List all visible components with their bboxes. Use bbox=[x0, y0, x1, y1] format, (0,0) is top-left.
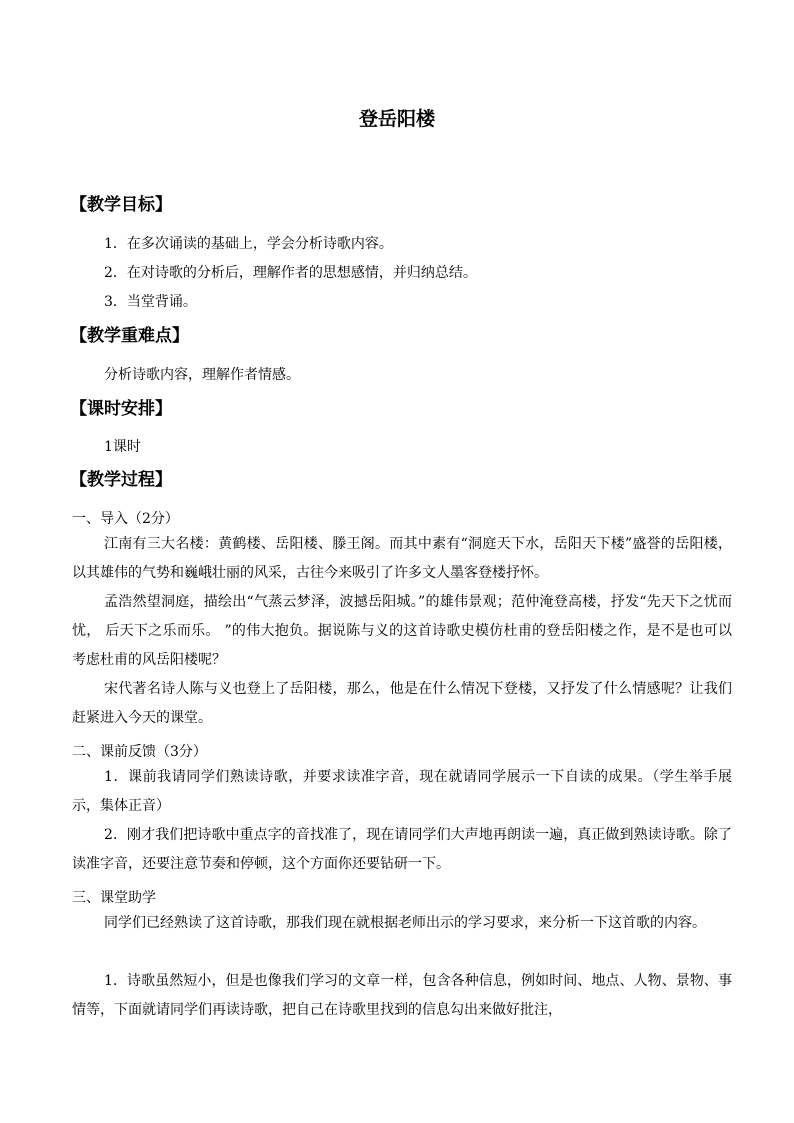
feedback-paragraph-2: 2．刚才我们把诗歌中重点字的音找准了，现在请同学们大声地再朗读一遍，真正做到熟读诗歌。除了读准字音，还要注意节奏和停顿，这个方面你还要钻研一下。 bbox=[72, 827, 732, 872]
intro-paragraph-1: 江南有三大名楼：黄鹤楼、岳阳楼、滕王阁。而其中素有“洞庭天下水，岳阳天下楼”盛誉的岳阳楼，以其雄伟的气势和巍峨壮丽的风采，古往今来吸引了许多文人墨客登楼抒怀。 bbox=[72, 536, 732, 581]
class-help-paragraph-2: 1．诗歌虽然短小，但是也像我们学习的文章一样，包含各种信息，例如时间、地点、人物、景物、事情等，下面就请同学们再读诗歌，把自己在诗歌里找到的信息勾出来做好批注， bbox=[72, 973, 732, 1018]
feedback-paragraph-1: 1．课前我请同学们熟读诗歌，并要求读准字音，现在就请同学展示一下自读的成果。（学生举手展示，集体正音） bbox=[72, 769, 732, 814]
goal-item-2: 2．在对诗歌的分析后，理解作者的思想感情，并归纳总结。 bbox=[104, 265, 477, 281]
section-heading-goals: 【教学目标】 bbox=[70, 195, 172, 215]
part-heading-intro: 一、导入（2分） bbox=[72, 511, 179, 527]
intro-paragraph-2: 孟浩然望洞庭，描绘出“气蒸云梦泽，波撼岳阳城。”的雄伟景观；范仲淹登高楼，抒发“先天下之忧而忧， 后天下之乐而乐。 ”的伟大抱负。据说陈与义的这首诗歌史模仿杜甫的登岳阳楼之作，是不是也可以考虑杜甫的风岳阳楼呢？ bbox=[72, 594, 732, 668]
section-heading-schedule: 【课时安排】 bbox=[70, 399, 172, 419]
section-heading-key-points: 【教学重难点】 bbox=[70, 326, 189, 346]
goal-item-3: 3．当堂背诵。 bbox=[104, 294, 197, 310]
document-title: 登岳阳楼 bbox=[358, 108, 435, 130]
intro-paragraph-3: 宋代著名诗人陈与义也登上了岳阳楼，那么，他是在什么情况下登楼，又抒发了什么情感呢？让我们赶紧进入今天的课堂。 bbox=[72, 681, 732, 726]
part-heading-class-help: 三、课堂助学 bbox=[72, 890, 156, 906]
goal-item-1: 1．在多次诵读的基础上，学会分析诗歌内容。 bbox=[104, 236, 393, 252]
part-heading-feedback: 二、课前反馈（3分） bbox=[72, 744, 207, 760]
section-heading-process: 【教学过程】 bbox=[70, 470, 172, 490]
schedule-text: 1课时 bbox=[104, 439, 141, 455]
class-help-paragraph-1: 同学们已经熟读了这首诗歌，那我们现在就根据老师出示的学习要求，来分析一下这首歌的内容。 bbox=[104, 915, 706, 931]
key-points-text: 分析诗歌内容，理解作者情感。 bbox=[104, 367, 300, 383]
